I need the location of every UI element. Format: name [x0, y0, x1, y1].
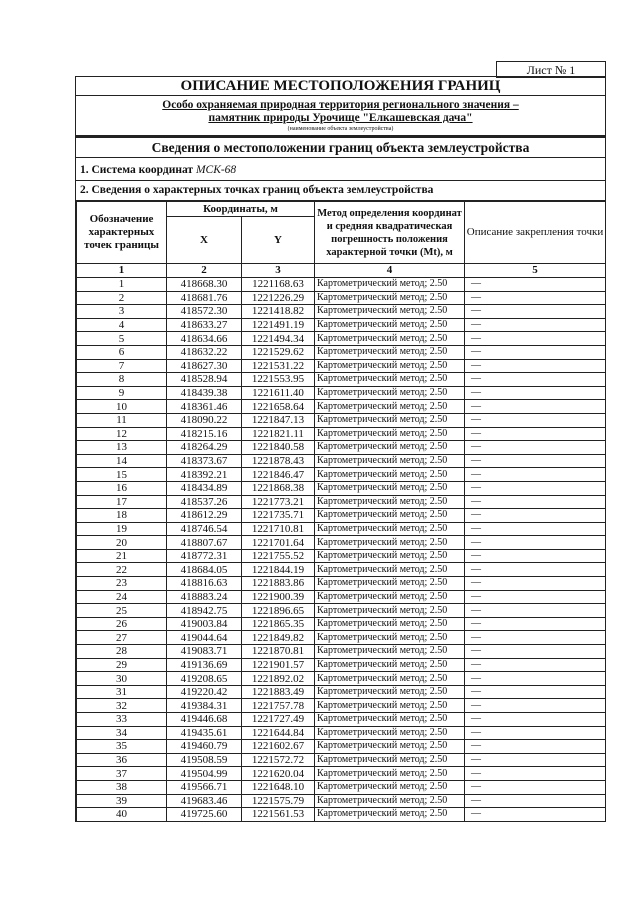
coord-x: 419725.60 [167, 808, 242, 822]
fixing-description: — [465, 685, 606, 699]
method: Картометрический метод; 2.50 [315, 780, 465, 794]
coord-x: 418684.05 [167, 563, 242, 577]
method: Картометрический метод; 2.50 [315, 332, 465, 346]
method: Картометрический метод; 2.50 [315, 617, 465, 631]
coord-x: 418439.38 [167, 386, 242, 400]
coord-y: 1221735.71 [242, 509, 315, 523]
point-number: 28 [77, 645, 167, 659]
fixing-description: — [465, 577, 606, 591]
method: Картометрический метод; 2.50 [315, 509, 465, 523]
method: Картометрический метод; 2.50 [315, 631, 465, 645]
coord-y: 1221846.47 [242, 468, 315, 482]
method: Картометрический метод; 2.50 [315, 740, 465, 754]
fixing-description: — [465, 509, 606, 523]
point-number: 10 [77, 400, 167, 414]
method: Картометрический метод; 2.50 [315, 808, 465, 822]
column-number: 5 [465, 264, 606, 278]
method: Картометрический метод; 2.50 [315, 753, 465, 767]
coord-x: 418772.31 [167, 549, 242, 563]
fixing-description: — [465, 699, 606, 713]
header-method: Метод определения координат и средняя квадратическая погрешность положения характерной точки (Mt), м [315, 202, 465, 264]
method: Картометрический метод; 2.50 [315, 495, 465, 509]
point-number: 27 [77, 631, 167, 645]
coord-x: 418361.46 [167, 400, 242, 414]
table-row [77, 413, 606, 427]
method: Картометрический метод; 2.50 [315, 563, 465, 577]
fixing-description: — [465, 305, 606, 319]
fixing-description: — [465, 631, 606, 645]
method: Картометрический метод; 2.50 [315, 658, 465, 672]
fixing-description: — [465, 481, 606, 495]
point-number: 14 [77, 454, 167, 468]
header-y: Y [242, 217, 315, 264]
point-number: 6 [77, 345, 167, 359]
fixing-description: — [465, 413, 606, 427]
table-row [77, 332, 606, 346]
fixing-description: — [465, 563, 606, 577]
point-number: 40 [77, 808, 167, 822]
method: Картометрический метод; 2.50 [315, 291, 465, 305]
coord-y: 1221844.19 [242, 563, 315, 577]
points-section-label: 2. Сведения о характерных точках границ объекта землеустройства [76, 181, 605, 201]
coord-x: 419504.99 [167, 767, 242, 781]
point-number: 7 [77, 359, 167, 373]
table-row [77, 604, 606, 618]
coord-x: 418612.29 [167, 509, 242, 523]
coord-y: 1221602.67 [242, 740, 315, 754]
table-row [77, 713, 606, 727]
method: Картометрический метод; 2.50 [315, 413, 465, 427]
method: Картометрический метод; 2.50 [315, 699, 465, 713]
coord-x: 418883.24 [167, 590, 242, 604]
coord-x: 418215.16 [167, 427, 242, 441]
fixing-description: — [465, 359, 606, 373]
column-number: 3 [242, 264, 315, 278]
table-row [77, 577, 606, 591]
coord-y: 1221755.52 [242, 549, 315, 563]
point-number: 19 [77, 522, 167, 536]
table-row [77, 373, 606, 387]
point-number: 2 [77, 291, 167, 305]
method: Картометрический метод; 2.50 [315, 386, 465, 400]
method: Картометрический метод; 2.50 [315, 577, 465, 591]
table-row [77, 291, 606, 305]
column-number: 4 [315, 264, 465, 278]
coord-x: 418633.27 [167, 318, 242, 332]
table-row [77, 563, 606, 577]
coord-y: 1221561.53 [242, 808, 315, 822]
method: Картометрический метод; 2.50 [315, 645, 465, 659]
coord-x: 418632.22 [167, 345, 242, 359]
coord-y: 1221658.64 [242, 400, 315, 414]
object-name-line-1: Особо охраняемая природная территория регионального значения – [162, 99, 519, 111]
coord-x: 418627.30 [167, 359, 242, 373]
coord-y: 1221847.13 [242, 413, 315, 427]
table-row [77, 427, 606, 441]
point-number: 4 [77, 318, 167, 332]
fixing-description: — [465, 536, 606, 550]
coord-y: 1221878.43 [242, 454, 315, 468]
coord-x: 418681.76 [167, 291, 242, 305]
coord-x: 419384.31 [167, 699, 242, 713]
coord-x: 418373.67 [167, 454, 242, 468]
coord-y: 1221701.64 [242, 536, 315, 550]
coord-y: 1221901.57 [242, 658, 315, 672]
coordinate-system-row [76, 158, 605, 181]
fixing-description: — [465, 794, 606, 808]
table-row [77, 549, 606, 563]
method: Картометрический метод; 2.50 [315, 278, 465, 292]
coord-y: 1221648.10 [242, 780, 315, 794]
table-row [77, 509, 606, 523]
method: Картометрический метод; 2.50 [315, 400, 465, 414]
coord-x: 418090.22 [167, 413, 242, 427]
point-number: 35 [77, 740, 167, 754]
table-row [77, 495, 606, 509]
method: Картометрический метод; 2.50 [315, 604, 465, 618]
coord-x: 419508.59 [167, 753, 242, 767]
coord-x: 419435.61 [167, 726, 242, 740]
coord-y: 1221900.39 [242, 590, 315, 604]
coord-x: 419460.79 [167, 740, 242, 754]
coord-y: 1221840.58 [242, 441, 315, 455]
point-number: 34 [77, 726, 167, 740]
object-name-caption: (наименование объекта землеустройства) [76, 125, 605, 136]
point-number: 9 [77, 386, 167, 400]
method: Картометрический метод; 2.50 [315, 685, 465, 699]
table-row [77, 386, 606, 400]
column-number: 1 [77, 264, 167, 278]
fixing-description: — [465, 400, 606, 414]
coord-y: 1221865.35 [242, 617, 315, 631]
method: Картометрический метод; 2.50 [315, 726, 465, 740]
coord-x: 418746.54 [167, 522, 242, 536]
method: Картометрический метод; 2.50 [315, 672, 465, 686]
coord-y: 1221883.86 [242, 577, 315, 591]
point-number: 32 [77, 699, 167, 713]
coord-x: 418264.29 [167, 441, 242, 455]
header-description: Описание закрепления точки [465, 202, 606, 264]
header-coordinates: Координаты, м [167, 202, 315, 217]
coord-x: 418634.66 [167, 332, 242, 346]
point-number: 36 [77, 753, 167, 767]
point-number: 33 [77, 713, 167, 727]
method: Картометрический метод; 2.50 [315, 767, 465, 781]
table-row [77, 808, 606, 822]
point-number: 38 [77, 780, 167, 794]
point-number: 12 [77, 427, 167, 441]
fixing-description: — [465, 373, 606, 387]
table-row [77, 590, 606, 604]
coord-x: 419446.68 [167, 713, 242, 727]
column-number: 2 [167, 264, 242, 278]
point-number: 18 [77, 509, 167, 523]
points-table [76, 201, 606, 822]
point-number: 23 [77, 577, 167, 591]
method: Картометрический метод; 2.50 [315, 549, 465, 563]
table-row [77, 305, 606, 319]
coord-y: 1221572.72 [242, 753, 315, 767]
sheet-number: Лист № 1 [496, 61, 606, 78]
point-number: 22 [77, 563, 167, 577]
coord-x: 418528.94 [167, 373, 242, 387]
point-number: 39 [77, 794, 167, 808]
point-number: 1 [77, 278, 167, 292]
coord-x: 418537.26 [167, 495, 242, 509]
table-row [77, 318, 606, 332]
coord-x: 418807.67 [167, 536, 242, 550]
fixing-description: — [465, 522, 606, 536]
coord-y: 1221849.82 [242, 631, 315, 645]
table-row [77, 468, 606, 482]
fixing-description: — [465, 726, 606, 740]
fixing-description: — [465, 713, 606, 727]
point-number: 3 [77, 305, 167, 319]
coord-y: 1221870.81 [242, 645, 315, 659]
coord-x: 418668.30 [167, 278, 242, 292]
fixing-description: — [465, 468, 606, 482]
point-number: 29 [77, 658, 167, 672]
point-number: 26 [77, 617, 167, 631]
method: Картометрический метод; 2.50 [315, 359, 465, 373]
fixing-description: — [465, 427, 606, 441]
point-number: 31 [77, 685, 167, 699]
point-number: 5 [77, 332, 167, 346]
coord-x: 419136.69 [167, 658, 242, 672]
method: Картометрический метод; 2.50 [315, 794, 465, 808]
point-number: 11 [77, 413, 167, 427]
point-number: 37 [77, 767, 167, 781]
document-title: ОПИСАНИЕ МЕСТОПОЛОЖЕНИЯ ГРАНИЦ [76, 77, 605, 96]
coord-y: 1221710.81 [242, 522, 315, 536]
fixing-description: — [465, 278, 606, 292]
fixing-description: — [465, 318, 606, 332]
table-row [77, 536, 606, 550]
section-title: Сведения о местоположении границ объекта землеустройства [76, 136, 605, 158]
table-row [77, 699, 606, 713]
table-row [77, 780, 606, 794]
object-name-block [76, 96, 605, 136]
point-number: 30 [77, 672, 167, 686]
point-number: 20 [77, 536, 167, 550]
document-frame [75, 76, 606, 822]
table-row [77, 740, 606, 754]
table-row [77, 794, 606, 808]
table-row [77, 454, 606, 468]
point-number: 15 [77, 468, 167, 482]
table-row [77, 753, 606, 767]
points-table-body [77, 278, 606, 822]
table-row [77, 345, 606, 359]
method: Картометрический метод; 2.50 [315, 522, 465, 536]
coord-y: 1221575.79 [242, 794, 315, 808]
table-row [77, 522, 606, 536]
table-row [77, 359, 606, 373]
fixing-description: — [465, 767, 606, 781]
method: Картометрический метод; 2.50 [315, 305, 465, 319]
coord-x: 419566.71 [167, 780, 242, 794]
fixing-description: — [465, 617, 606, 631]
fixing-description: — [465, 441, 606, 455]
coord-y: 1221553.95 [242, 373, 315, 387]
table-row [77, 658, 606, 672]
coord-y: 1221226.29 [242, 291, 315, 305]
fixing-description: — [465, 345, 606, 359]
fixing-description: — [465, 590, 606, 604]
header-x: X [167, 217, 242, 264]
fixing-description: — [465, 753, 606, 767]
method: Картометрический метод; 2.50 [315, 590, 465, 604]
table-row [77, 726, 606, 740]
fixing-description: — [465, 549, 606, 563]
coord-x: 419683.46 [167, 794, 242, 808]
coord-y: 1221620.04 [242, 767, 315, 781]
table-row [77, 441, 606, 455]
coord-y: 1221491.19 [242, 318, 315, 332]
method: Картометрический метод; 2.50 [315, 345, 465, 359]
coord-y: 1221418.82 [242, 305, 315, 319]
method: Картометрический метод; 2.50 [315, 481, 465, 495]
coord-y: 1221868.38 [242, 481, 315, 495]
header-point-designation: Обозначение характерных точек границы [77, 202, 167, 264]
fixing-description: — [465, 386, 606, 400]
method: Картометрический метод; 2.50 [315, 318, 465, 332]
coord-x: 419220.42 [167, 685, 242, 699]
fixing-description: — [465, 291, 606, 305]
coord-x: 418942.75 [167, 604, 242, 618]
point-number: 8 [77, 373, 167, 387]
coord-x: 419208.65 [167, 672, 242, 686]
point-number: 13 [77, 441, 167, 455]
coord-x: 419003.84 [167, 617, 242, 631]
coord-y: 1221168.63 [242, 278, 315, 292]
coord-y: 1221727.49 [242, 713, 315, 727]
table-row [77, 672, 606, 686]
coord-y: 1221773.21 [242, 495, 315, 509]
coord-x: 419044.64 [167, 631, 242, 645]
table-row [77, 617, 606, 631]
method: Картометрический метод; 2.50 [315, 373, 465, 387]
table-row [77, 481, 606, 495]
point-number: 16 [77, 481, 167, 495]
point-number: 17 [77, 495, 167, 509]
coord-x: 418816.63 [167, 577, 242, 591]
point-number: 24 [77, 590, 167, 604]
method: Картометрический метод; 2.50 [315, 536, 465, 550]
fixing-description: — [465, 332, 606, 346]
method: Картометрический метод; 2.50 [315, 441, 465, 455]
coord-y: 1221821.11 [242, 427, 315, 441]
fixing-description: — [465, 454, 606, 468]
table-row [77, 631, 606, 645]
fixing-description: — [465, 604, 606, 618]
coordinate-system-label: 1. Система координат [80, 164, 194, 176]
coord-y: 1221531.22 [242, 359, 315, 373]
table-row [77, 685, 606, 699]
coord-y: 1221611.40 [242, 386, 315, 400]
fixing-description: — [465, 495, 606, 509]
method: Картометрический метод; 2.50 [315, 427, 465, 441]
coord-y: 1221529.62 [242, 345, 315, 359]
table-row [77, 278, 606, 292]
coord-y: 1221896.65 [242, 604, 315, 618]
coord-x: 419083.71 [167, 645, 242, 659]
point-number: 21 [77, 549, 167, 563]
fixing-description: — [465, 780, 606, 794]
coordinate-system-value: МСК-68 [195, 164, 237, 176]
coord-y: 1221757.78 [242, 699, 315, 713]
table-row [77, 645, 606, 659]
table-row [77, 767, 606, 781]
method: Картометрический метод; 2.50 [315, 454, 465, 468]
fixing-description: — [465, 672, 606, 686]
coord-y: 1221892.02 [242, 672, 315, 686]
method: Картометрический метод; 2.50 [315, 468, 465, 482]
coord-x: 418392.21 [167, 468, 242, 482]
coord-y: 1221644.84 [242, 726, 315, 740]
point-number: 25 [77, 604, 167, 618]
object-name-line-2: памятник природы Урочище "Елкашевская дача" [208, 112, 473, 124]
coord-y: 1221883.49 [242, 685, 315, 699]
fixing-description: — [465, 740, 606, 754]
table-row [77, 400, 606, 414]
coord-x: 418434.89 [167, 481, 242, 495]
fixing-description: — [465, 808, 606, 822]
fixing-description: — [465, 645, 606, 659]
coord-x: 418572.30 [167, 305, 242, 319]
coord-y: 1221494.34 [242, 332, 315, 346]
method: Картометрический метод; 2.50 [315, 713, 465, 727]
fixing-description: — [465, 658, 606, 672]
